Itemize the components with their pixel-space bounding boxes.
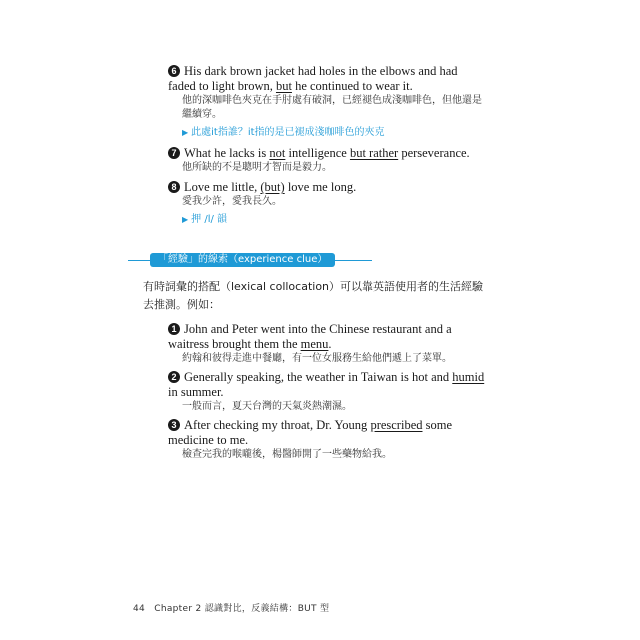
example-6-english (168, 64, 488, 94)
number-badge: 6 (168, 65, 180, 77)
example-7-translation: 他所缺的不是聰明才智而是毅力。 (182, 162, 332, 173)
number-badge: 3 (168, 419, 180, 431)
example-7-english (168, 146, 488, 161)
example-2-text: Generally speaking, the weather in Taiwan is hot and humid in summer. (168, 370, 485, 399)
example-2 (168, 370, 488, 414)
example-1-translation: 約翰和彼得走進中餐廳，有一位女服務生給他們遞上了菜單。 (182, 353, 452, 364)
example-8 (168, 180, 488, 227)
number-badge: 2 (168, 371, 180, 383)
example-8-english (168, 180, 488, 195)
number-badge: 7 (168, 147, 180, 159)
example-8-translation: 愛我少許，愛我長久。 (182, 196, 282, 207)
example-6-note (182, 126, 488, 140)
example-7-text: What he lacks is not intelligence but rather perseverance. (184, 146, 470, 160)
section-heading: 「經驗」的線索（experience clue） (150, 253, 335, 267)
example-8-note (182, 213, 488, 227)
number-badge: 1 (168, 323, 180, 335)
note-text: 此處it指誰？it指的是已褪成淺咖啡色的夾克 (191, 127, 385, 138)
page-number: 44 (133, 604, 146, 614)
example-3-english (168, 418, 488, 448)
triangle-icon: ▶ (182, 128, 189, 137)
note-text: 押 /l/ 韻 (191, 214, 228, 225)
example-3-text: After checking my throat, Dr. Young prescribed some medicine to me. (168, 418, 453, 447)
example-3-translation: 檢查完我的喉嚨後，楊醫師開了一些藥物給我。 (182, 449, 392, 460)
example-6-translation: 他的深咖啡色夾克在手肘處有破洞，已經褪色成淺咖啡色，但他還是繼續穿。 (182, 95, 482, 120)
example-1-english (168, 322, 488, 352)
chapter-title: 認識對比，反義結構：BUT 型 (204, 604, 330, 614)
example-2-english (168, 370, 488, 400)
page-footer (133, 601, 329, 614)
triangle-icon: ▶ (182, 215, 189, 224)
example-3 (168, 418, 488, 462)
intro-paragraph: 有時詞彙的搭配（lexical collocation）可以靠英語使用者的生活經驗去推測。例如： (143, 280, 484, 311)
example-1-text: John and Peter went into the Chinese restaurant and a waitress brought them the menu. (168, 322, 452, 351)
example-6-text: His dark brown jacket had holes in the elbows and had faded to light brown, but he continued to wear it. (168, 64, 458, 93)
example-1 (168, 322, 488, 366)
example-6 (168, 64, 488, 140)
example-2-translation: 一般而言，夏天台灣的天氣炎熱潮濕。 (182, 401, 352, 412)
example-8-text: Love me little, (but) love me long. (184, 180, 357, 194)
number-badge: 8 (168, 181, 180, 193)
chapter-label: Chapter 2 (154, 604, 202, 614)
example-7 (168, 146, 488, 175)
